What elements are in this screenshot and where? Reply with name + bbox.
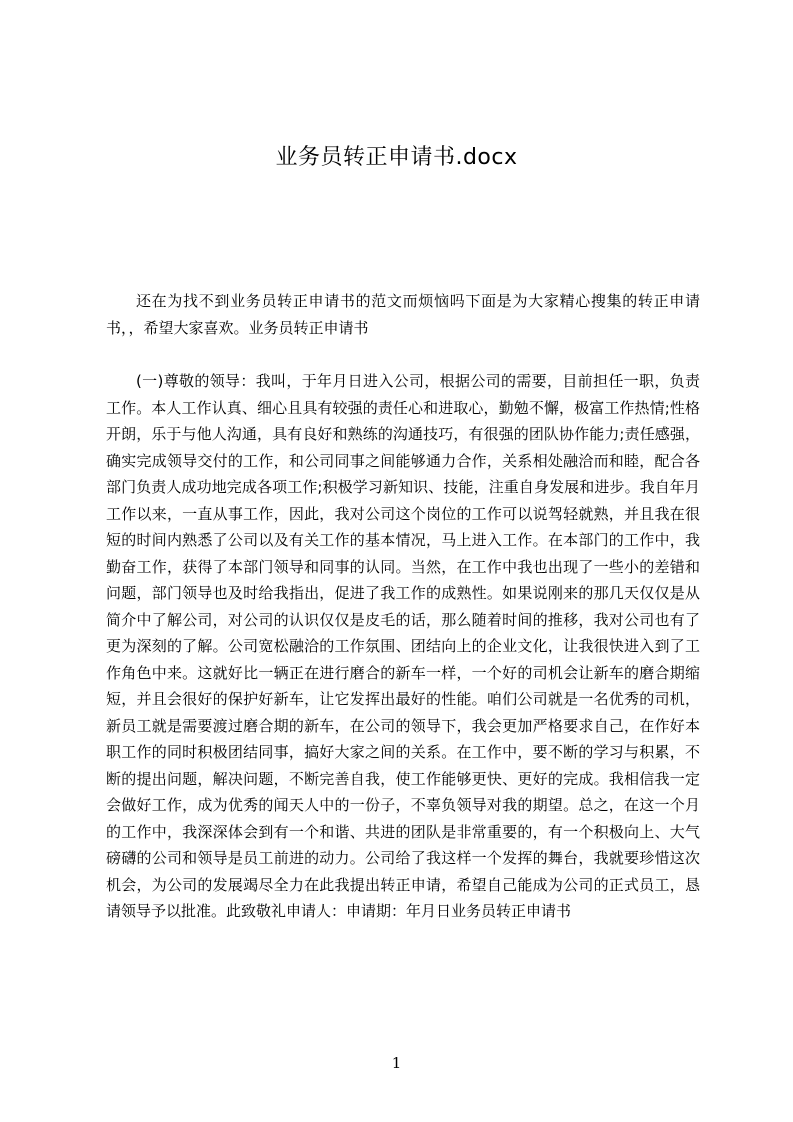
page-number: 1 [391, 1054, 402, 1072]
intro-paragraph: 还在为找不到业务员转正申请书的范文而烦恼吗下面是为大家精心搜集的转正申请书，，希望大家喜欢。业务员转正申请书 [106, 292, 700, 337]
body-paragraph: (一)尊敬的领导：我叫，于年月日进入公司，根据公司的需要，目前担任一职，负责工作。本人工作认真、细心且具有较强的责任心和进取心，勤勉不懈，极富工作热情;性格开朗，乐于与他人沟通，具有良好和熟练的沟通技巧，有很强的团队协作能力;责任感强，确实完成领导交付的工作，和公司同事之间能够通力合作，关系相处融洽而和睦，配合各部门负责人成功地完成各项工作;积极学习新知识、技能，注重自身发展和进步。我自年月工作以来，一直从事工作，因此，我对公司这个岗位的工作可以说驾轻就熟，并且我在很短的时间内熟悉了公司以及有关工作的基本情况，马上进入工作。在本部门的工作中，我勤奋工作，获得了本部门领导和同事的认同。当然，在工作中我也出现了一些小的差错和问题，部门领导也及时给我指出，促进了我工作的成熟性。如果说刚来的那几天仅仅是从简介中了解公司，对公司的认识仅仅是皮毛的话，那么随着时间的推移，我对公司也有了更为深刻的了解。公司宽松融洽的工作氛围、团结向上的企业文化，让我很快进入到了工作角色中来。这就好比一辆正在进行磨合的新车一样，一个好的司机会让新车的磨合期缩短，并且会很好的保护好新车，让它发挥出最好的性能。咱们公司就是一名优秀的司机，新员工就是需要渡过磨合期的新车，在公司的领导下，我会更加严格要求自己，在作好本职工作的同时积极团结同事，搞好大家之间的关系。在工作中，要不断的学习与积累，不断的提出问题，解决问题，不断完善自我，使工作能够更快、更好的完成。我相信我一定会做好工作，成为优秀的闻天人中的一份子，不辜负领导对我的期望。总之，在这一个月的工作中，我深深体会到有一个和谐、共进的团队是非常重要的，有一个积极向上、大气磅礴的公司和领导是员工前进的动力。公司给了我这样一个发挥的舞台，我就要珍惜这次机会，为公司的发展竭尽全力在此我提出转正申请，希望自己能成为公司的正式员工，恳请领导予以批准。此致敬礼申请人：申请期：年月日业务员转正申请书 [106, 372, 700, 920]
document-title: 业务员转正申请书.docx [275, 145, 518, 170]
